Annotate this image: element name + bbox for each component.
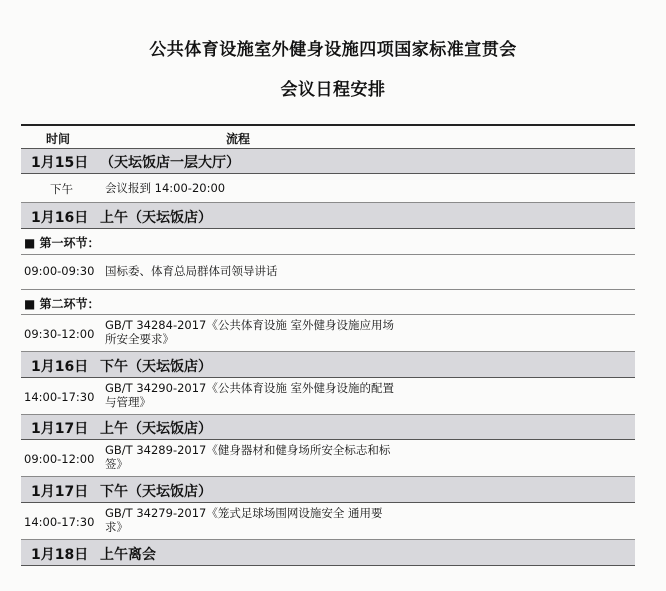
item-text: GB/T 34279-2017《笼式足球场围网设施安全 通用要求》	[105, 506, 383, 534]
item-text: GB/T 34289-2017《健身器材和健身场所安全标志和标签》	[105, 443, 391, 471]
section-text: 上午（天坛饭店）	[100, 210, 212, 226]
section-date: 1月16日	[31, 210, 89, 226]
section-row	[21, 352, 635, 378]
item-time: 09:30-12:00	[24, 327, 95, 341]
marker-text: ■ 第二环节：	[24, 297, 100, 311]
marker-text: ■ 第一环节：	[24, 236, 100, 250]
section-date: 1月18日	[31, 547, 89, 563]
segment-marker	[21, 290, 635, 315]
document-subtitle: 会议日程安排	[280, 80, 386, 100]
section-text: 下午（天坛饭店）	[100, 359, 212, 375]
table-header	[21, 124, 635, 149]
item-text: 国标委、体育总局群体司领导讲话	[105, 264, 278, 278]
section-row	[21, 540, 635, 566]
section-text: 下午（天坛饭店）	[100, 484, 212, 500]
section-text: 上午（天坛饭店）	[100, 421, 212, 437]
section-text: （天坛饭店一层大厅）	[100, 155, 240, 171]
item-time: 14:00-17:30	[24, 390, 95, 404]
item-time: 14:00-17:30	[24, 515, 95, 529]
document-title: 公共体育设施室外健身设施四项国家标准宣贯会	[149, 40, 517, 60]
item-time: 09:00-09:30	[24, 264, 95, 278]
section-date: 1月17日	[31, 484, 89, 500]
section-text: 上午离会	[100, 547, 156, 563]
section-date: 1月17日	[31, 421, 89, 437]
section-date: 1月16日	[31, 359, 89, 375]
item-text: GB/T 34284-2017《公共体育设施 室外健身设施应用场所安全要求》	[105, 318, 395, 346]
section-row	[21, 149, 635, 174]
schedule-table	[21, 124, 635, 566]
item-time: 09:00-12:00	[24, 452, 95, 466]
item-text: 会议报到 14:00-20:00	[105, 181, 226, 195]
schedule-item	[21, 503, 635, 540]
section-row	[21, 477, 635, 503]
segment-marker	[21, 229, 635, 255]
item-time: 下午	[50, 182, 73, 196]
section-row	[21, 415, 635, 440]
schedule-item	[21, 440, 635, 477]
schedule-item	[21, 378, 635, 415]
section-date: 1月15日	[31, 155, 89, 171]
schedule-item	[21, 315, 635, 352]
schedule-item	[21, 174, 635, 203]
header-time: 时间	[46, 132, 71, 146]
section-row	[21, 203, 635, 229]
item-text: GB/T 34290-2017《公共体育设施 室外健身设施的配置与管理》	[105, 381, 395, 409]
schedule-item	[21, 255, 635, 290]
header-flow: 流程	[226, 132, 251, 146]
